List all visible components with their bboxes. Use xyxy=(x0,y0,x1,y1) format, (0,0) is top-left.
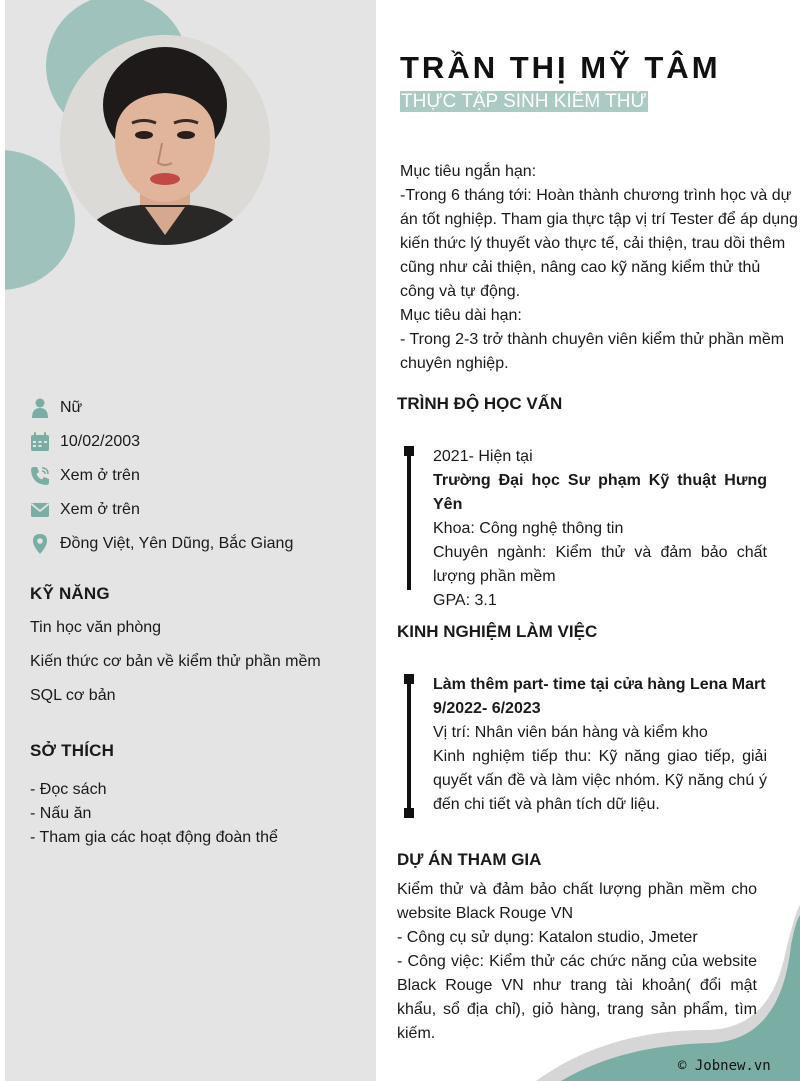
hobby-item: - Đọc sách xyxy=(30,781,107,798)
education-school: Trường Đại học Sư phạm Kỹ thuật Hưng Yên xyxy=(433,472,767,513)
project-line: Kiểm thử và đảm bảo chất lượng phần mềm cho website Black Rouge VN xyxy=(397,881,757,922)
person-icon xyxy=(30,398,50,418)
objective-line: Mục tiêu ngắn hạn: xyxy=(400,163,537,180)
projects-heading: DỰ ÁN THAM GIA xyxy=(397,850,542,869)
skill-item: Tin học văn phòng xyxy=(30,619,162,636)
timeline-marker xyxy=(404,808,414,818)
education-heading: TRÌNH ĐỘ HỌC VẤN xyxy=(397,394,563,413)
skill-item: Kiến thức cơ bản về kiểm thử phần mềm xyxy=(30,653,321,670)
experience-learned: Kinh nghiệm tiếp thu: Kỹ năng giao tiếp, giải quyết vấn đề và làm việc nhóm. Kỹ năng chú ý đến chi tiết và phân tích dữ liệu. xyxy=(433,748,767,813)
experience-heading: KINH NGHIỆM LÀM VIỆC xyxy=(397,622,598,641)
profile-photo xyxy=(60,35,270,245)
timeline-line xyxy=(407,678,411,812)
info-address xyxy=(30,527,360,561)
experience-period: 9/2022- 6/2023 xyxy=(433,700,541,717)
portrait-image xyxy=(60,35,270,245)
calendar-icon xyxy=(30,432,50,452)
footer-copyright: © Jobnew.vn xyxy=(678,1058,771,1074)
education-period: 2021- Hiện tại xyxy=(433,448,533,465)
hobby-item: - Nấu ăn xyxy=(30,805,92,822)
projects-content xyxy=(397,878,757,1046)
info-text: 10/02/2003 xyxy=(60,433,141,450)
info-birthday xyxy=(30,425,360,459)
hobbies-list xyxy=(30,778,370,850)
experience-title: Làm thêm part- time tại cửa hàng Lena Mart xyxy=(433,676,766,693)
experience-timeline xyxy=(404,674,774,820)
timeline-line xyxy=(407,450,411,590)
location-icon xyxy=(30,534,50,554)
education-gpa: GPA: 3.1 xyxy=(433,592,497,609)
candidate-name: TRẦN THỊ MỸ TÂM xyxy=(400,50,721,85)
education-timeline xyxy=(404,446,774,609)
email-icon xyxy=(30,500,50,520)
project-line: - Công cụ sử dụng: Katalon studio, Jmeter xyxy=(397,929,698,946)
info-text: Đồng Việt, Yên Dũng, Bắc Giang xyxy=(60,535,294,552)
objective-line: -Trong 6 tháng tới: Hoàn thành chương trình học và dự án tốt nghiệp. Tham gia thực tập vị trí Tester để áp dụng kiến thức lý thuyết vào thực tế, cải thiện, trau dồi thêm cũng như cải thiện, nâng cao kỹ năng kiểm thử thủ công và tự động. xyxy=(400,187,798,300)
role-wrap xyxy=(400,90,648,114)
education-major: Chuyên ngành: Kiểm thử và đảm bảo chất lượng phần mềm xyxy=(433,544,767,585)
objective-line: Mục tiêu dài hạn: xyxy=(400,307,522,324)
phone-icon xyxy=(30,466,50,486)
experience-entry xyxy=(433,673,767,817)
sidebar xyxy=(5,0,376,1081)
info-gender xyxy=(30,391,360,425)
project-line: - Công việc: Kiểm thử các chức năng của website Black Rouge VN như trang tài khoản( đổi mật khẩu, sổ địa chỉ), giỏ hàng, trang sản phẩm, tìm kiếm. xyxy=(397,953,757,1042)
education-faculty: Khoa: Công nghệ thông tin xyxy=(433,520,624,537)
info-phone xyxy=(30,459,360,493)
hobbies-heading: SỞ THÍCH xyxy=(30,741,115,760)
skills-heading: KỸ NĂNG xyxy=(30,584,110,603)
info-text: Xem ở trên xyxy=(60,501,140,518)
info-text: Xem ở trên xyxy=(60,467,140,484)
candidate-role: THỰC TẬP SINH KIỂM THỬ xyxy=(401,91,647,112)
hobby-item: - Tham gia các hoạt động đoàn thể xyxy=(30,829,278,846)
skill-item: SQL cơ bản xyxy=(30,687,116,704)
info-text: Nữ xyxy=(60,399,83,416)
personal-info xyxy=(30,391,360,561)
career-objective xyxy=(400,160,798,376)
experience-position: Vị trí: Nhân viên bán hàng và kiểm kho xyxy=(433,724,708,741)
education-entry xyxy=(433,445,767,613)
info-email xyxy=(30,493,360,527)
objective-line: - Trong 2-3 trở thành chuyên viên kiểm thử phần mềm chuyên nghiệp. xyxy=(400,331,785,372)
skills-list xyxy=(30,616,370,718)
